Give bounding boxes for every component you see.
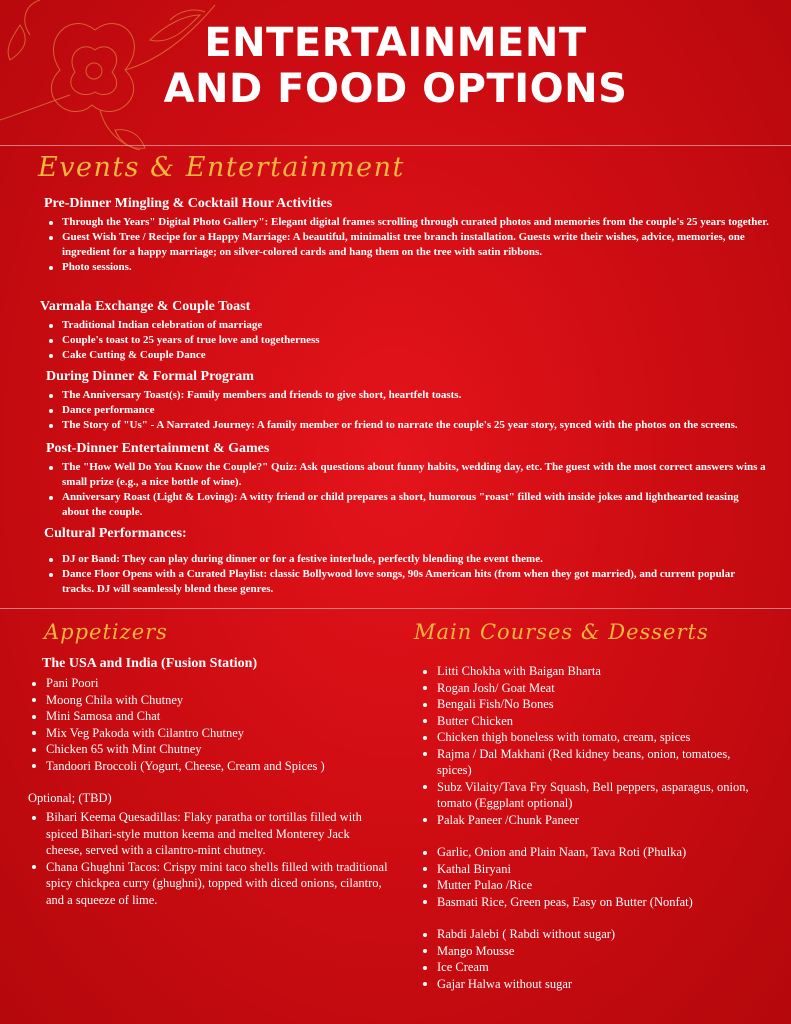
- section-list: [44, 318, 790, 363]
- section-cultural: [44, 525, 764, 597]
- list-item: Pani Poori: [26, 675, 388, 692]
- list-item: Rajma / Dal Makhani (Red kidney beans, onion, tomatoes, spices): [417, 746, 757, 779]
- section-title: Post-Dinner Entertainment & Games: [46, 441, 270, 456]
- section-title: Cultural Performances:: [44, 526, 187, 541]
- section-title: During Dinner & Formal Program: [46, 369, 254, 384]
- list-item: Chicken 65 with Mint Chutney: [26, 741, 388, 758]
- title-line-2: AND FOOD OPTIONS: [163, 66, 628, 112]
- section-varmala: [40, 298, 790, 363]
- list-item: Mutter Pulao /Rice: [417, 877, 757, 894]
- list-item: Traditional Indian celebration of marriage: [44, 318, 790, 333]
- appetizers-heading: Appetizers: [44, 620, 168, 644]
- events-heading: Events & Entertainment: [38, 152, 405, 183]
- list-item: Rabdi Jalebi ( Rabdi without sugar): [417, 926, 757, 943]
- title-line-1: ENTERTAINMENT: [204, 20, 587, 66]
- section-title: Varmala Exchange & Couple Toast: [40, 299, 251, 314]
- divider-middle: [0, 608, 791, 609]
- list-item: The Anniversary Toast(s): Family members and friends to give short, heartfelt toasts.: [44, 388, 791, 403]
- list-item: Mango Mousse: [417, 943, 757, 960]
- list-item: Butter Chicken: [417, 713, 757, 730]
- fusion-station-title: The USA and India (Fusion Station): [42, 656, 258, 671]
- section-list: [44, 460, 766, 520]
- desserts-list: [417, 926, 757, 992]
- list-item: Litti Chokha with Baigan Bharta: [417, 663, 757, 680]
- list-item: Bengali Fish/No Bones: [417, 696, 757, 713]
- list-item: Dance performance: [44, 403, 791, 418]
- list-item: Guest Wish Tree / Recipe for a Happy Marriage: A beautiful, minimalist tree branch installation. Guests write their wishes, advice, memories, one ingredient for a happy marriage; on silver-colored cards and hang them on the tree with satin ribbons.: [44, 230, 791, 260]
- list-item: Photo sessions.: [44, 260, 791, 275]
- appetizers-column: [28, 655, 388, 908]
- list-item: Kathal Biryani: [417, 861, 757, 878]
- list-item: Mix Veg Pakoda with Cilantro Chutney: [26, 725, 388, 742]
- list-item: Subz Vilaity/Tava Fry Squash, Bell peppers, asparagus, onion, tomato (Eggplant optional): [417, 779, 757, 812]
- section-pre-dinner: [44, 195, 791, 275]
- optional-label: Optional; (TBD): [28, 791, 112, 805]
- list-item: Moong Chila with Chutney: [26, 692, 388, 709]
- list-item: Couple's toast to 25 years of true love and togetherness: [44, 333, 790, 348]
- list-item: Dance Floor Opens with a Curated Playlist: classic Bollywood love songs, 90s American hits (from when they got married), and current popular tracks. DJ will seamlessly blend these genres.: [44, 567, 764, 597]
- section-list: [44, 215, 791, 275]
- section-during-dinner: [46, 368, 791, 433]
- list-item: The "How Well Do You Know the Couple?" Quiz: Ask questions about funny habits, wedding day, etc. The guest with the most correct answers wins a small prize (e.g., a nice bottle of wine).: [44, 460, 766, 490]
- main-courses-heading: Main Courses & Desserts: [414, 620, 709, 644]
- section-list: [44, 388, 791, 433]
- list-item: Garlic, Onion and Plain Naan, Tava Roti (Phulka): [417, 844, 757, 861]
- list-item: Ice Cream: [417, 959, 757, 976]
- divider-top: [0, 145, 791, 146]
- optional-list: [26, 809, 388, 908]
- list-item: Rogan Josh/ Goat Meat: [417, 680, 757, 697]
- list-item: Gajar Halwa without sugar: [417, 976, 757, 993]
- breads-rice-list: [417, 844, 757, 910]
- list-item: Bihari Keema Quesadillas: Flaky paratha or tortillas filled with spiced Bihari-style mutton keema and melted Monterey Jack cheese, served with a cilantro-mint chutney.: [26, 809, 388, 859]
- page-title: [0, 20, 791, 112]
- spacer: [417, 828, 757, 844]
- section-list: [44, 552, 764, 597]
- spacer: [417, 910, 757, 926]
- list-item: Palak Paneer /Chunk Paneer: [417, 812, 757, 829]
- list-item: Cake Cutting & Couple Dance: [44, 348, 790, 363]
- list-item: DJ or Band: They can play during dinner or for a festive interlude, perfectly blending the event theme.: [44, 552, 764, 567]
- list-item: The Story of "Us" - A Narrated Journey: A family member or friend to narrate the couple's 25 year story, synced with the photos on the screens.: [44, 418, 791, 433]
- list-item: Tandoori Broccoli (Yogurt, Cheese, Cream and Spices ): [26, 758, 388, 775]
- main-courses-column: [417, 663, 757, 992]
- appetizers-list: [26, 675, 388, 774]
- list-item: Anniversary Roast (Light & Loving): A witty friend or child prepares a short, humorous "roast" filled with inside jokes and lighthearted teasing about the couple.: [44, 490, 766, 520]
- list-item: Chana Ghughni Tacos: Crispy mini taco shells filled with traditional spicy chickpea curry (ghughni), topped with diced onions, cilantro, and a squeeze of lime.: [26, 859, 388, 909]
- section-title: Pre-Dinner Mingling & Cocktail Hour Activities: [44, 196, 333, 211]
- section-post-dinner: [46, 440, 766, 520]
- list-item: Mini Samosa and Chat: [26, 708, 388, 725]
- list-item: Basmati Rice, Green peas, Easy on Butter (Nonfat): [417, 894, 757, 911]
- list-item: Chicken thigh boneless with tomato, cream, spices: [417, 729, 757, 746]
- main-courses-list: [417, 663, 757, 828]
- list-item: Through the Years" Digital Photo Gallery": Elegant digital frames scrolling through curated photos and memories from the couple's 25 years together.: [44, 215, 791, 230]
